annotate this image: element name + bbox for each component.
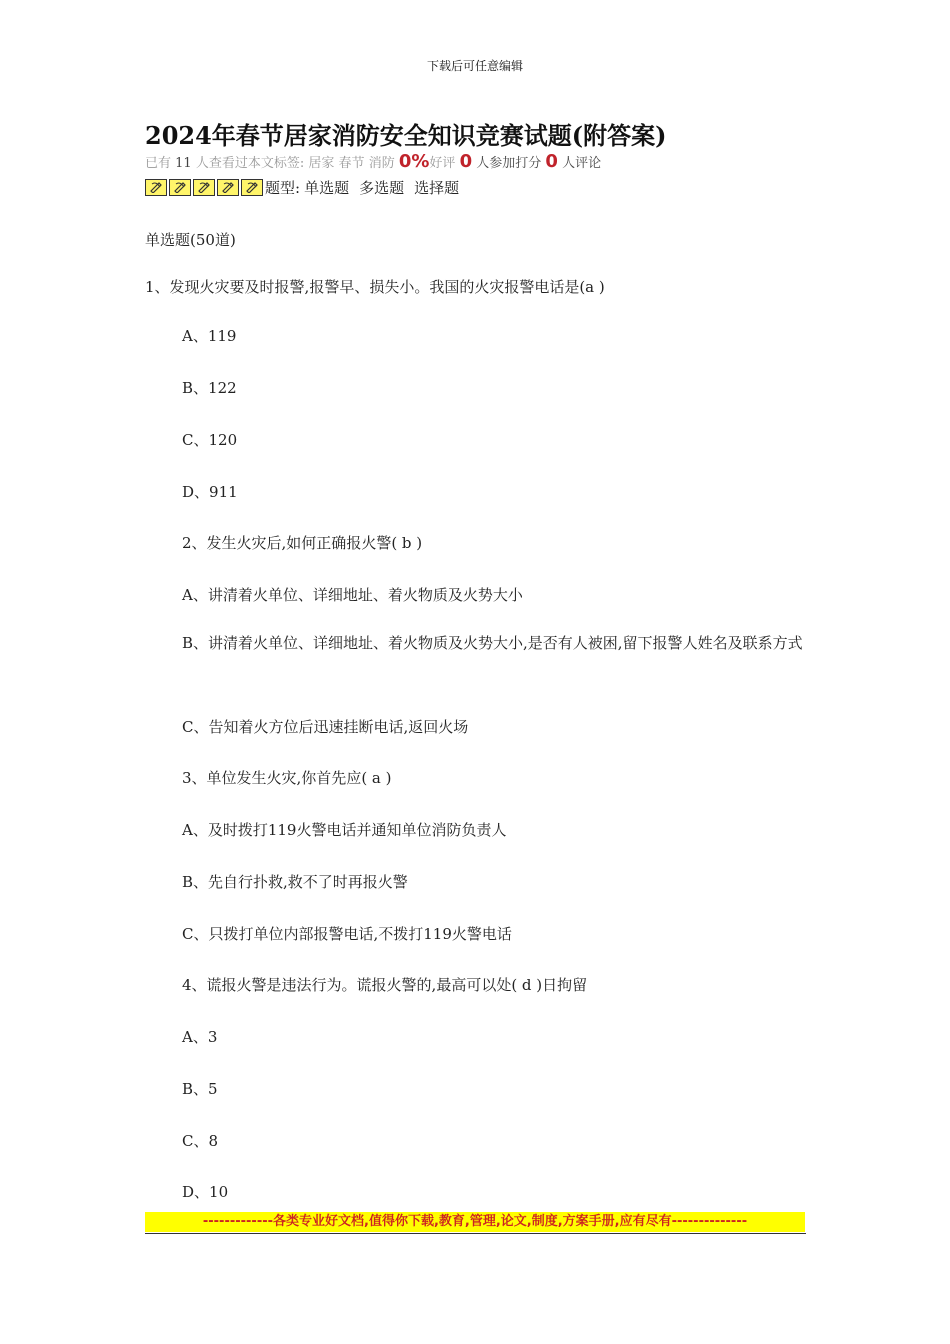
footer-banner: -------------各类专业好文档,值得你下载,教育,管理,论文,制度,方案手册,应有尽有-------------- [145,1212,805,1232]
question-4: 4、谎报火警是违法行为。谎报火警的,最高可以处( d )日拘留 [182,976,588,994]
option: B、讲清着火单位、详细地址、着火物质及火势大小,是否有人被困,留下报警人姓名及联系方式 [182,634,803,652]
option: C、只拨打单位内部报警电话,不拨打119火警电话 [182,925,512,943]
option: D、10 [182,1183,229,1201]
option: A、119 [182,327,237,345]
type-item[interactable]: 选择题 [414,178,460,197]
meta-raters-label: 人参加打分 [476,156,542,171]
meta-good-label: 好评 [429,156,456,171]
meta-views: 11 [175,156,192,171]
option: A、3 [182,1028,218,1046]
option: A、及时拨打119火警电话并通知单位消防负责人 [182,821,507,839]
meta-raters: 0 [459,151,473,172]
rating-pencil-icon[interactable] [217,179,239,196]
rating-and-types [145,175,469,199]
option: B、122 [182,379,237,397]
option: C、8 [182,1132,219,1150]
meta-line [145,151,601,172]
question-types [265,177,469,198]
meta-tag[interactable]: 消防 [368,156,395,171]
type-item[interactable]: 单选题 [304,178,350,197]
header-note: 下载后可任意编辑 [426,59,523,73]
meta-comments: 0 [545,151,558,172]
document-title: 2024年春节居家消防安全知识竞赛试题(附答案) [145,121,667,150]
option: C、120 [182,431,238,449]
option: A、讲清着火单位、详细地址、着火物质及火势大小 [182,586,523,604]
question-2: 2、发生火灾后,如何正确报火警( b ) [182,534,423,552]
meta-prefix: 已有 [145,156,172,171]
option: C、告知着火方位后迅速挂断电话,返回火场 [182,718,469,736]
meta-good-rate: 0% [398,151,430,172]
footer-divider [145,1233,806,1234]
question-1: 1、发现火灾要及时报警,报警早、损失小。我国的火灾报警电话是(a ) [145,278,605,296]
meta-tag[interactable]: 居家 [308,156,335,171]
option: B、5 [182,1080,218,1098]
question-3: 3、单位发生火灾,你首先应( a ) [182,769,392,787]
rating-pencil-icon[interactable] [241,179,263,196]
meta-tag[interactable]: 春节 [338,156,365,171]
meta-comments-label: 人评论 [562,156,602,171]
option: D、911 [182,483,238,501]
rating-pencil-icon[interactable] [145,179,167,196]
section-heading: 单选题(50道) [145,231,236,249]
option: B、先自行扑救,救不了时再报火警 [182,873,408,891]
types-label: 题型: [265,178,301,197]
rating-pencil-icon[interactable] [193,179,215,196]
rating-pencil-icon[interactable] [169,179,191,196]
meta-views-suffix: 人查看过本文标签: [195,156,305,171]
type-item[interactable]: 多选题 [359,178,405,197]
